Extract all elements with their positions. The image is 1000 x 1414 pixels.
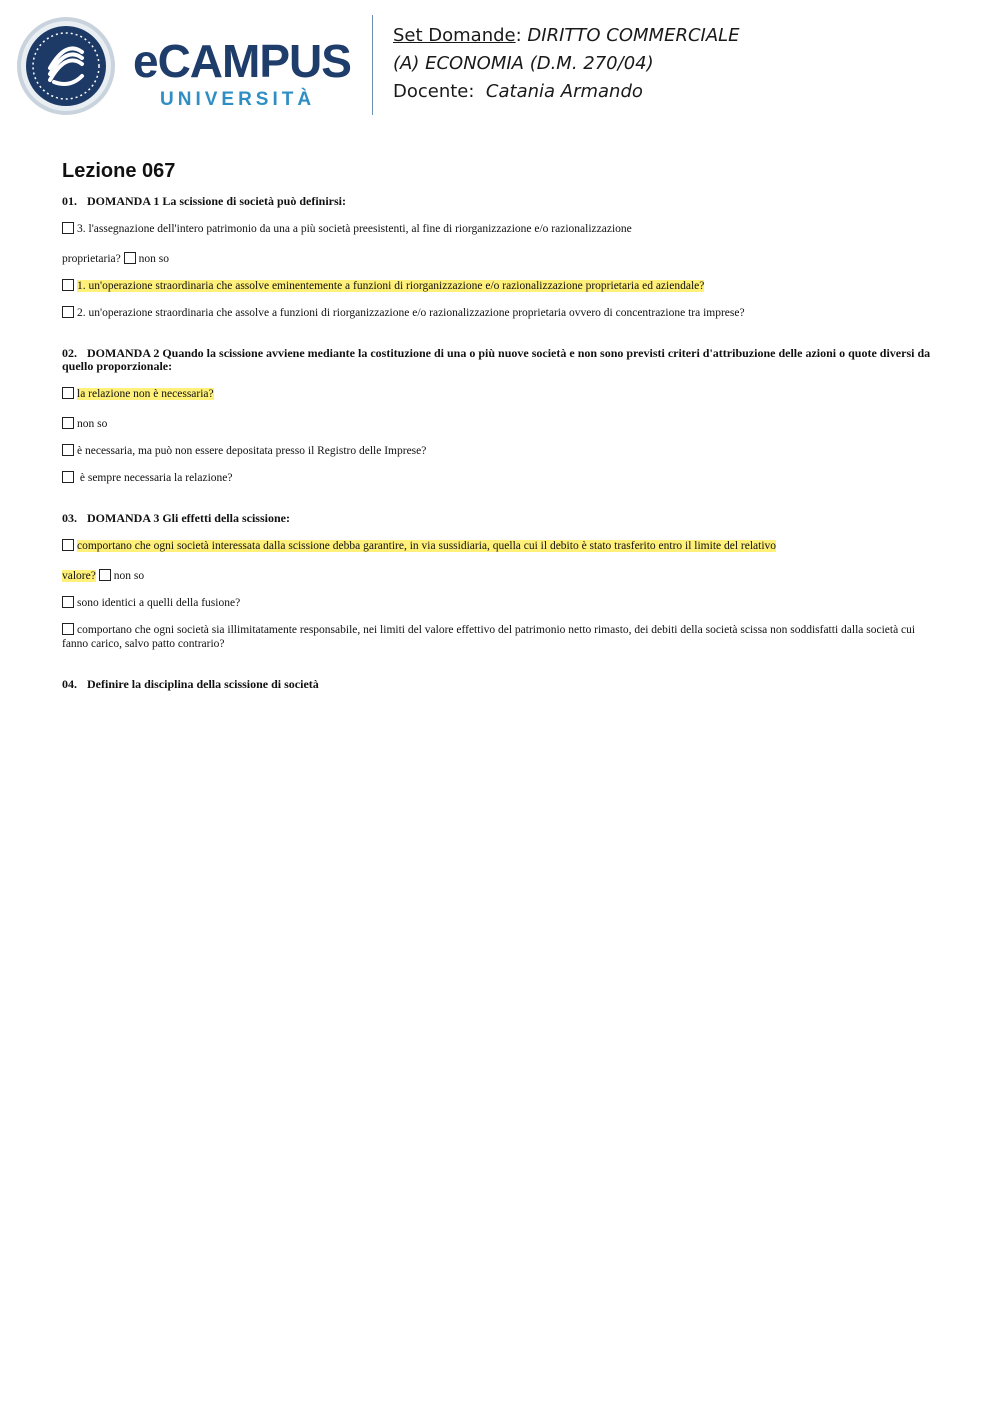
question-2 xyxy=(62,347,942,373)
teacher-line xyxy=(393,78,740,106)
answer-text: è necessaria, ma può non essere depositata presso il Registro delle Imprese? xyxy=(77,445,427,457)
answer-text: è sempre necessaria la relazione? xyxy=(77,472,233,484)
set-label: Set Domande xyxy=(393,25,516,46)
answer-option xyxy=(62,444,942,458)
highlighted-answer-text-continued: valore? xyxy=(62,570,96,582)
checkbox[interactable] xyxy=(62,222,74,234)
lesson-title: Lezione 067 xyxy=(62,160,176,182)
answer-text: non so xyxy=(113,570,145,582)
answer-text: sono identici a quelli della fusione? xyxy=(77,597,241,609)
checkbox[interactable] xyxy=(62,444,74,456)
header-divider xyxy=(372,15,373,115)
answer-option xyxy=(62,471,942,485)
question-text: DOMANDA 1 La scissione di società può definirsi: xyxy=(87,194,347,208)
answer-text: comportano che ogni società sia illimitatamente responsabile, nei limiti del valore effettivo del patrimonio netto rimasto, dei debiti della società scissa non soddisfatti dalla società cui fanno carico, salvo patto contrario? xyxy=(62,624,916,650)
answer-text: 3. l'assegnazione dell'intero patrimonio da una a più società preesistenti, al fine di riorganizzazione e/o razionalizzazione xyxy=(77,223,632,235)
checkbox[interactable] xyxy=(62,623,74,635)
checkbox[interactable] xyxy=(62,387,74,399)
answer-option-correct xyxy=(62,539,942,583)
checkbox[interactable] xyxy=(62,306,74,318)
answer-option xyxy=(62,222,942,266)
ecampus-seal-logo xyxy=(16,16,116,116)
header-info xyxy=(393,22,740,106)
answer-option-correct xyxy=(62,279,942,293)
set-value: DIRITTO COMMERCIALE xyxy=(527,25,740,46)
lesson-content xyxy=(62,160,942,705)
checkbox[interactable] xyxy=(62,279,74,291)
answer-option xyxy=(62,417,942,431)
question-text: Definire la disciplina della scissione di società xyxy=(87,677,319,691)
checkbox[interactable] xyxy=(62,471,74,483)
page-header xyxy=(0,0,1000,130)
question-number: 02. xyxy=(62,346,77,360)
answer-text: non so xyxy=(138,253,169,265)
answer-option-correct xyxy=(62,387,942,401)
answer-option xyxy=(62,623,942,651)
checkbox[interactable] xyxy=(124,252,136,264)
question-number: 01. xyxy=(62,194,77,208)
ecampus-wordmark: eCAMPUS xyxy=(133,35,351,87)
teacher-name: Catania Armando xyxy=(485,81,643,102)
question-3 xyxy=(62,512,942,525)
answer-text: non so xyxy=(77,418,108,430)
question-number: 04. xyxy=(62,677,77,691)
answer-text-continued: proprietaria? xyxy=(62,253,121,265)
checkbox[interactable] xyxy=(99,569,111,581)
question-text: DOMANDA 2 Quando la scissione avviene mediante la costituzione di una o più nuove società e non sono previsti criteri d'attribuzione delle azioni o quote diversi da quello proporzionale: xyxy=(62,346,931,373)
answer-option xyxy=(62,306,942,320)
question-text: DOMANDA 3 Gli effetti della scissione: xyxy=(87,511,290,525)
checkbox[interactable] xyxy=(62,417,74,429)
teacher-label: Docente: xyxy=(393,81,475,102)
checkbox[interactable] xyxy=(62,596,74,608)
course-line: (A) ECONOMIA (D.M. 270/04) xyxy=(393,53,654,74)
highlighted-answer-text: la relazione non è necessaria? xyxy=(77,388,214,400)
answer-option xyxy=(62,596,942,610)
question-1 xyxy=(62,195,942,208)
highlighted-answer-text: comportano che ogni società interessata dalla scissione debba garantire, in via sussidiaria, quella cui il debito è stato trasferito entro il limite del relativo xyxy=(77,540,777,552)
set-line: Set Domande: DIRITTO COMMERCIALE xyxy=(393,25,740,46)
checkbox[interactable] xyxy=(62,539,74,551)
universita-wordmark: UNIVERSITÀ xyxy=(160,89,316,110)
answer-text: 2. un'operazione straordinaria che assolve a funzioni di riorganizzazione e/o razionalizzazione proprietaria ovvero di concentrazione tra imprese? xyxy=(77,307,745,319)
highlighted-answer-text: 1. un'operazione straordinaria che assolve eminentemente a funzioni di riorganizzazione e/o razionalizzazione proprietaria ed aziendale? xyxy=(77,280,705,292)
question-number: 03. xyxy=(62,511,77,525)
question-4 xyxy=(62,678,942,691)
